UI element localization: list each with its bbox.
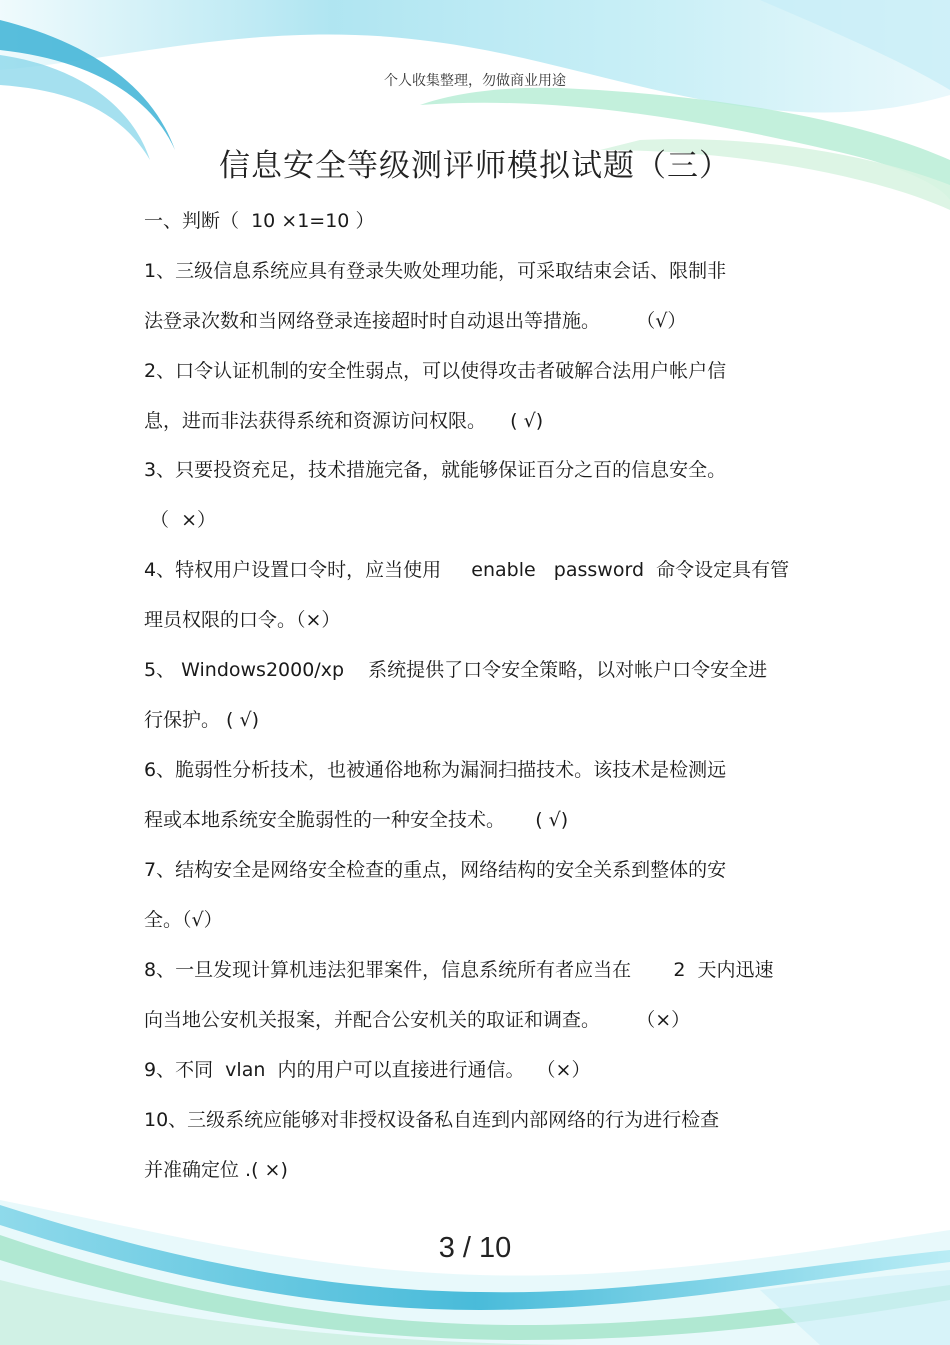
question-line: 向当地公安机关报案，并配合公安机关的取证和调查。 （×） xyxy=(144,1009,691,1031)
question-line: 3、只要投资充足，技术措施完备，就能够保证百分之百的信息安全。 xyxy=(144,459,727,481)
section-heading: 一、判断（ 10 ×1=10 ） xyxy=(144,210,375,232)
question-line: 2、口令认证机制的安全性弱点，可以使得攻击者破解合法用户帐户信 xyxy=(144,360,727,382)
question-line: 法登录次数和当网络登录连接超时时自动退出等措施。 （√） xyxy=(144,310,687,332)
question-line: 程或本地系统安全脆弱性的一种安全技术。 ( √) xyxy=(144,809,569,831)
bottom-wave-decoration xyxy=(0,1200,950,1345)
question-line: 6、脆弱性分析技术，也被通俗地称为漏洞扫描技术。该技术是检测远 xyxy=(144,759,727,781)
question-line: 息，进而非法获得系统和资源访问权限。 ( √) xyxy=(144,410,544,432)
question-line: 行保护。 ( √) xyxy=(144,709,260,731)
question-line: 理员权限的口令。（×） xyxy=(144,609,341,631)
question-line: （ ×） xyxy=(144,509,217,531)
question-line: 4、特权用户设置口令时，应当使用 enable password 命令设定具有管 xyxy=(144,559,790,581)
page-title: 信息安全等级测评师模拟试题（三） xyxy=(219,148,731,184)
question-line: 8、一旦发现计算机违法犯罪案件，信息系统所有者应当在 2 天内迅速 xyxy=(144,959,774,981)
page-indicator: 3 / 10 xyxy=(438,1232,512,1264)
watermark-text: 个人收集整理，勿做商业用途 xyxy=(384,73,566,89)
question-line: 9、不同 vlan 内的用户可以直接进行通信。 （×） xyxy=(144,1059,591,1081)
question-line: 1、三级信息系统应具有登录失败处理功能，可采取结束会话、限制非 xyxy=(144,260,727,282)
question-line: 并准确定位 .( ×) xyxy=(144,1159,288,1181)
question-line: 10、三级系统应能够对非授权设备私自连到内部网络的行为进行检查 xyxy=(144,1109,720,1131)
question-line: 全。（√） xyxy=(144,909,223,931)
question-line: 7、结构安全是网络安全检查的重点，网络结构的安全关系到整体的安 xyxy=(144,859,727,881)
question-line: 5、 Windows2000/xp 系统提供了口令安全策略，以对帐户口令安全进 xyxy=(144,659,768,681)
